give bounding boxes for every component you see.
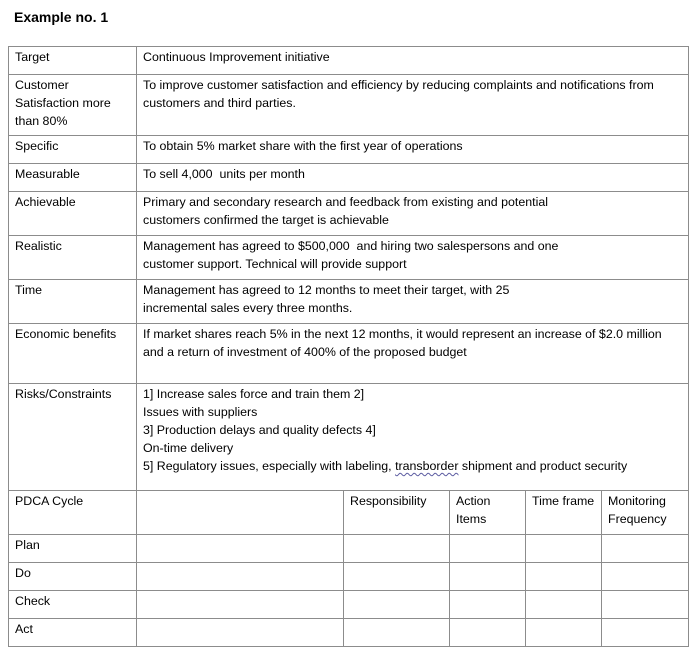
pdca-column-header: Monitoring Frequency	[602, 491, 689, 535]
risk-text: shipment and product security	[458, 459, 628, 473]
row-label: Realistic	[9, 236, 137, 280]
table-row-realistic	[9, 236, 689, 280]
pdca-header-row	[9, 491, 689, 535]
pdca-row-do	[9, 563, 689, 591]
pdca-row-plan	[9, 535, 689, 563]
pdca-column-header: Responsibility	[344, 491, 450, 535]
pdca-step: Check	[9, 591, 137, 619]
risk-line: On-time delivery	[143, 441, 234, 455]
row-label: Time	[9, 280, 137, 324]
pdca-column-header: Action Items	[450, 491, 526, 535]
risks-list	[137, 384, 689, 491]
risk-text: 5] Regulatory issues, especially with labeling,	[143, 459, 396, 473]
pdca-empty-cell	[137, 491, 344, 535]
risk-line	[143, 457, 633, 475]
table-row-risks	[9, 384, 689, 491]
page-heading: Example no. 1	[14, 9, 109, 25]
table-row-customer-satisfaction	[9, 75, 689, 136]
row-label: Economic benefits	[9, 324, 137, 384]
row-label: Specific	[9, 136, 137, 164]
row-value: To sell 4,000 units per month	[137, 164, 689, 192]
table-row-specific	[9, 136, 689, 164]
table-row-economic-benefits	[9, 324, 689, 384]
risk-line: Issues with suppliers	[143, 405, 258, 419]
row-label: Customer Satisfaction more than 80%	[9, 75, 137, 136]
row-value: To improve customer satisfaction and efficiency by reducing complaints and notifications from customers and third parties.	[137, 75, 689, 136]
table-row-achievable	[9, 192, 689, 236]
row-value: Management has agreed to 12 months to meet their target, with 25 incremental sales every three months.	[137, 280, 689, 324]
risk-line: 1] Increase sales force and train them 2]	[143, 387, 365, 401]
row-value: Management has agreed to $500,000 and hiring two salespersons and one customer support. Technical will provide support	[137, 236, 689, 280]
pdca-row-act	[9, 619, 689, 647]
row-value: Continuous Improvement initiative	[137, 47, 689, 75]
pdca-label: PDCA Cycle	[9, 491, 137, 535]
row-label: Target	[9, 47, 137, 75]
table-row-measurable	[9, 164, 689, 192]
row-value: Primary and secondary research and feedback from existing and potential customers confirmed the target is achievable	[137, 192, 689, 236]
risk-line: 3] Production delays and quality defects 4]	[143, 423, 376, 437]
table-row-time	[9, 280, 689, 324]
pdca-step: Do	[9, 563, 137, 591]
row-label: Measurable	[9, 164, 137, 192]
pdca-step: Act	[9, 619, 137, 647]
row-label: Risks/Constraints	[9, 384, 137, 491]
smart-goal-table	[8, 46, 689, 647]
spellcheck-word: transborder	[395, 459, 459, 473]
row-value: If market shares reach 5% in the next 12 months, it would represent an increase of $2.0 million and a return of investment of 400% of the proposed budget	[137, 324, 689, 384]
pdca-row-check	[9, 591, 689, 619]
pdca-column-header: Time frame	[526, 491, 602, 535]
table-row-target	[9, 47, 689, 75]
pdca-step: Plan	[9, 535, 137, 563]
row-value: To obtain 5% market share with the first year of operations	[137, 136, 689, 164]
row-label: Achievable	[9, 192, 137, 236]
